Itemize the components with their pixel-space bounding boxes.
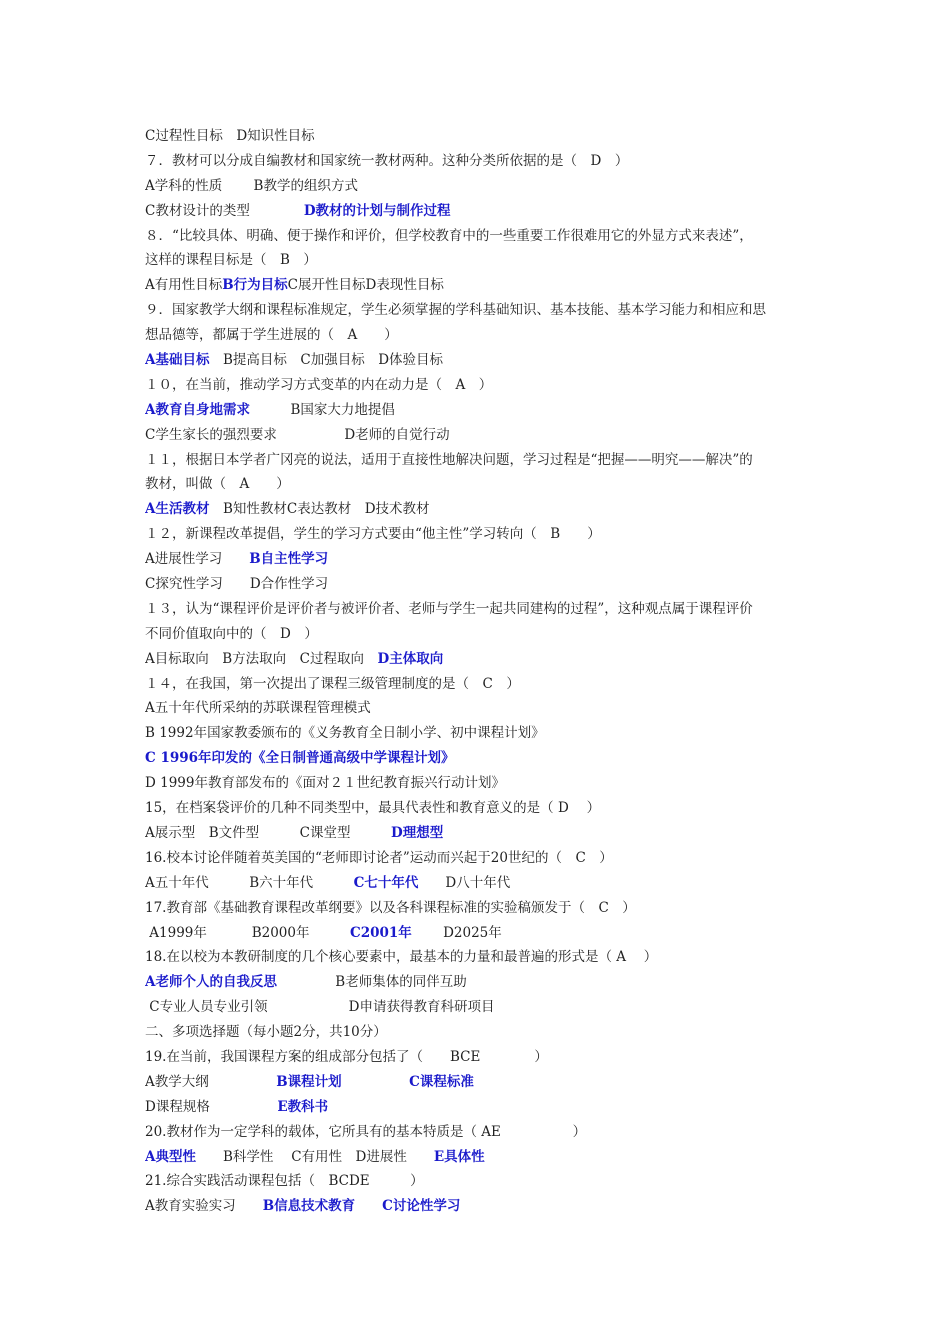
text-line xyxy=(145,1070,815,1095)
text-line xyxy=(145,423,815,448)
text-segment: D2025年 xyxy=(411,924,502,941)
text-segment: ９．国家教学大纲和课程标准规定，学生必须掌握的学科基础知识、基本技能、基本学习能力和相应和思 xyxy=(145,302,766,319)
text-line xyxy=(145,821,815,846)
text-line xyxy=(145,921,815,946)
text-segment: A教学大纲 xyxy=(145,1073,277,1090)
text-line xyxy=(145,572,815,597)
text-segment: A学科的性质 B教学的组织方式 xyxy=(145,177,358,194)
text-segment: 20.教材作为一定学科的载体，它所具有的基本特质是（ AE ） xyxy=(145,1123,587,1140)
text-segment: A展示型 B文件型 C课堂型 xyxy=(145,824,391,841)
text-segment: A进展性学习 xyxy=(145,551,250,568)
text-segment: B科学性 C有用性 D进展性 xyxy=(195,1148,434,1165)
text-segment: C教材设计的类型 xyxy=(145,202,304,219)
text-line xyxy=(145,995,815,1020)
text-segment: C专业人员专业引领 D申请获得教育科研项目 xyxy=(145,999,495,1016)
text-segment xyxy=(355,1198,382,1214)
text-segment: C过程性目标 D知识性目标 xyxy=(145,128,315,144)
text-segment: 16.校本讨论伴随着英美国的“老师即讨论者”运动而兴起于20世纪的（ C ） xyxy=(145,849,613,866)
text-segment: 不同价值取向中的（ D ） xyxy=(145,625,318,642)
text-line xyxy=(145,124,815,149)
text-segment: １１，根据日本学者广冈亮的说法，适用于直接性地解决问题，学习过程是“把握——明究——解决”的 xyxy=(145,451,753,468)
answer-text: C2001年 xyxy=(349,924,412,941)
text-segment: A1999年 B2000年 xyxy=(145,924,350,941)
text-line xyxy=(145,871,815,896)
answer-text: B信息技术教育 xyxy=(262,1198,356,1215)
text-segment: 二、多项选择题（每小题2分，共10分） xyxy=(145,1024,387,1041)
text-line xyxy=(145,945,815,970)
text-line xyxy=(145,448,815,473)
text-segment: D八十年代 xyxy=(418,874,511,891)
text-segment: 这样的课程目标是（ B ） xyxy=(145,252,317,269)
text-line xyxy=(145,771,815,796)
text-line xyxy=(145,522,815,547)
text-segment: 想品德等，都属于学生进展的（ A ） xyxy=(145,327,398,344)
text-line xyxy=(145,1145,815,1170)
answer-text: A典型性 xyxy=(145,1148,196,1165)
text-segment: B国家大力地提倡 xyxy=(249,401,395,418)
text-line xyxy=(145,224,815,249)
answer-text: D主体取向 xyxy=(377,650,444,667)
answer-text: C课程标准 xyxy=(409,1073,474,1090)
text-line xyxy=(145,647,815,672)
text-line xyxy=(145,323,815,348)
answer-text: C讨论性学习 xyxy=(382,1198,461,1215)
text-segment: D 1999年教育部发布的《面对２１世纪教育振兴行动计划》 xyxy=(145,775,505,792)
text-line xyxy=(145,1120,815,1145)
text-segment: C学生家长的强烈要求 D老师的自觉行动 xyxy=(145,426,450,443)
text-line xyxy=(145,298,815,323)
answer-text: D理想型 xyxy=(391,824,444,841)
answer-text: A老师个人的自我反思 xyxy=(145,974,277,991)
answer-text: A基础目标 xyxy=(145,352,210,369)
text-segment: B知性教材C表达教材 D技术教材 xyxy=(209,501,430,518)
text-line xyxy=(145,497,815,522)
text-line xyxy=(145,970,815,995)
text-line xyxy=(145,248,815,273)
text-segment: C探究性学习 D合作性学习 xyxy=(145,576,329,593)
answer-text: B自主性学习 xyxy=(249,551,329,568)
text-line xyxy=(145,373,815,398)
text-line xyxy=(145,472,815,497)
text-segment xyxy=(342,1074,410,1090)
text-line xyxy=(145,273,815,298)
text-segment: B 1992年国家教委颁布的《义务教育全日制小学、初中课程计划》 xyxy=(145,725,545,742)
text-segment: 17.教育部《基础教育课程改革纲要》以及各科课程标准的实验稿颁发于（ C ） xyxy=(145,899,636,916)
text-segment: A目标取向 B方法取向 C过程取向 xyxy=(145,650,378,667)
text-segment: B提高目标 C加强目标 D体验目标 xyxy=(209,352,444,369)
answer-text: C七十年代 xyxy=(353,874,419,891)
text-line xyxy=(145,1095,815,1120)
text-segment: C展开性目标D表现性目标 xyxy=(287,277,444,294)
text-line xyxy=(145,348,815,373)
text-line xyxy=(145,547,815,572)
text-line xyxy=(145,896,815,921)
answer-text: A生活教材 xyxy=(145,501,210,518)
text-line xyxy=(145,199,815,224)
text-segment: 21.综合实践活动课程包括（ BCDE ） xyxy=(145,1173,424,1190)
text-line xyxy=(145,846,815,871)
text-segment: １４，在我国，第一次提出了课程三级管理制度的是（ C ） xyxy=(145,675,520,692)
text-segment: １３，认为“课程评价是评价者与被评价者、老师与学生一起共同建构的过程”，这种观点属于课程评价 xyxy=(145,600,753,617)
text-segment: D课程规格 xyxy=(145,1098,278,1115)
text-segment: 19.在当前，我国课程方案的组成部分包括了（ BCE ） xyxy=(145,1048,548,1065)
answer-text: D教材的计划与制作过程 xyxy=(303,202,451,219)
answer-text: B行为目标 xyxy=(222,277,288,294)
answer-text: C 1996年印发的《全日制普通高级中学课程计划》 xyxy=(145,750,455,767)
text-segment: １２，新课程改革提倡，学生的学习方式要由“他主性”学习转向（ B ） xyxy=(145,526,601,543)
text-segment: ７．教材可以分成自编教材和国家统一教材两种。这种分类所依据的是（ D ） xyxy=(145,152,629,169)
text-segment: A教育实验实习 xyxy=(145,1198,263,1215)
text-line xyxy=(145,174,815,199)
answer-text: E教科书 xyxy=(277,1098,329,1115)
answer-text: B课程计划 xyxy=(276,1073,342,1090)
text-line xyxy=(145,796,815,821)
text-segment: A五十年代所采纳的苏联课程管理模式 xyxy=(145,700,371,717)
text-segment: １０，在当前，推动学习方式变革的内在动力是（ A ） xyxy=(145,376,493,393)
answer-text: E具体性 xyxy=(433,1148,485,1165)
text-segment: A五十年代 B六十年代 xyxy=(145,874,354,891)
text-line xyxy=(145,398,815,423)
text-line xyxy=(145,597,815,622)
text-line xyxy=(145,622,815,647)
text-line xyxy=(145,1194,815,1219)
text-line xyxy=(145,672,815,697)
text-line xyxy=(145,1020,815,1045)
answer-text: A教育自身地需求 xyxy=(145,401,250,418)
text-segment: ８．“比较具体、明确、便于操作和评价，但学校教育中的一些重要工作很难用它的外显方式来表述”， xyxy=(145,227,753,244)
text-segment: B老师集体的同伴互助 xyxy=(276,974,467,991)
text-segment: A有用性目标 xyxy=(145,277,223,294)
text-segment: 教材，叫做（ A ） xyxy=(145,476,290,493)
text-line xyxy=(145,1045,815,1070)
text-line xyxy=(145,1169,815,1194)
text-line xyxy=(145,696,815,721)
text-line xyxy=(145,721,815,746)
document-page xyxy=(145,124,815,1219)
text-segment: 18.在以校为本教研制度的几个核心要素中，最基本的力量和最普遍的形式是（ A ） xyxy=(145,949,658,966)
text-segment: 15，在档案袋评价的几种不同类型中，最具代表性和教育意义的是（ D ） xyxy=(145,800,601,817)
text-line xyxy=(145,746,815,771)
text-line xyxy=(145,149,815,174)
